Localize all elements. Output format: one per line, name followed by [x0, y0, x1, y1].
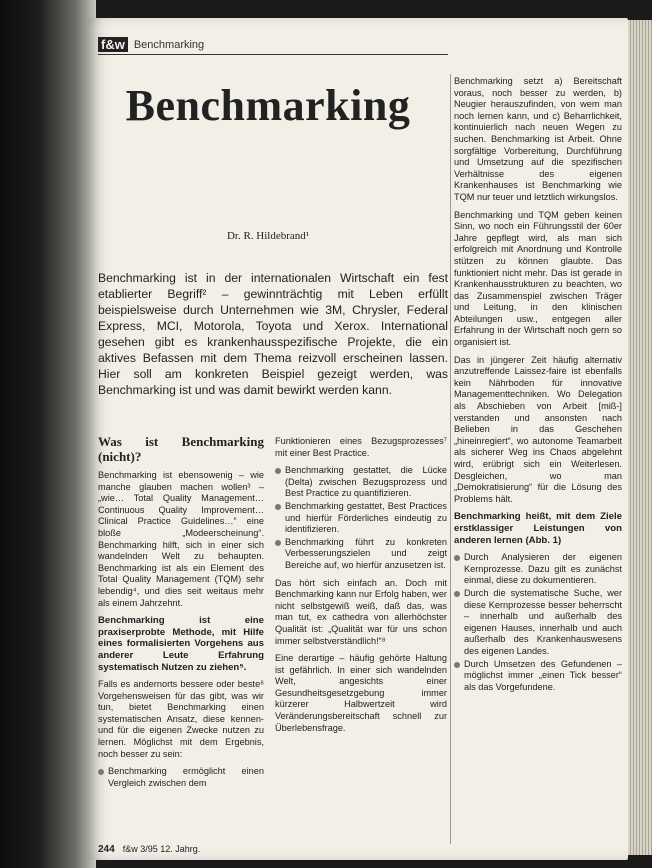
- column-2: [275, 436, 447, 740]
- bullet-list: [275, 465, 447, 571]
- paragraph: Falls es andernorts bessere oder beste⁶ Vorgehensweisen für das gibt, was wir tun, bietet Benchmarking einen systematischen Ansatz, diese kennen- und für die eigenen Zwecke nutzen zu lernen. Möglichst mit dem Ergebnis, noch besser zu sein:: [98, 679, 264, 759]
- article-title: Benchmarking: [125, 81, 411, 130]
- running-header: [98, 37, 204, 52]
- bullet-icon: [454, 591, 460, 597]
- bullet-icon: [454, 662, 460, 668]
- paragraph: Benchmarking ist ebensowenig – wie manche glauben machen wollen³ – „wie… Total Quality Management… Continuous Quality Improvement… Clinical Practice Guidelines…“ eine bloße „Modeerscheinung“. Benchmarking hilft, sich in einer sich wandelnden Welt zu behaupten. Benchmarking ist als ein Element des Total Quality Management (TQM) sehr lebendig⁴, und dies seit weitaus mehr als einem Jahrzehnt.: [98, 470, 264, 608]
- journal-page: [88, 18, 628, 860]
- paragraph: Benchmarking und TQM geben keinen Sinn, wo noch ein Führungsstil der 60er Jahre gepflegt wird, als man sich erfolgreich mit Anordnung und Kontrolle stützen zu können glaubte. Das funktioniert nicht mehr. Das ist gerade in Krankenhausstrukturen zu beachten, wo das Zusammenspiel zwischen Träger und Leitung, in den klinischen Abteilungen usw., entgegen aller Erfahrung in der Wirtschaft noch gern so organisiert ist.: [454, 209, 622, 348]
- column-1: [98, 434, 264, 795]
- paragraph: Benchmarking setzt a) Bereitschaft voraus, noch besser zu werden, b) Neugier herauszufinden, von wem man noch lernen kann, und c) Beharrlichkeit, kontinuierlich nach neuen Wegen zu suchen. Benchmarking ist Arbeit. Ohne sorgfältige Vorbereitung, Durchführung und Umsetzung auf die spezifischen Verhältnisse des eigenen Krankenhauses ist Benchmarking wie TQM nur teuer und letztlich wirkungslos.: [454, 76, 622, 202]
- bullet-list: [454, 552, 622, 693]
- paragraph: Das in jüngerer Zeit häufig alternativ anzutreffende Laissez-faire ist ebenfalls kein Nährboden für innovative Managementtechniken. Wo Delegation als Abschieben von Arbeit [miß-] verstanden und ansonsten nach Belieben in das Geschehen „hineinregiert“, wo autonome Teamarbeit als sicherer Weg ins Chaos abgelehnt wird, erübrigt sich ein Weiterlesen. Desgleichen, wo man „Demokratisierung“ für die Lösung des Problems hält.: [454, 354, 622, 504]
- list-item: Durch Analysieren der eigenen Kernprozesse. Dazu gilt es zunächst einmal, diese zu dokumentieren.: [454, 552, 622, 587]
- list-item: Benchmarking ermöglicht einen Vergleich zwischen dem: [98, 766, 264, 789]
- journal-issue: f&w 3/95 12. Jahrg.: [122, 844, 201, 854]
- book-spine: [0, 0, 96, 868]
- section-heading: Was ist Benchmarking (nicht)?: [98, 434, 264, 464]
- bullet-icon: [275, 540, 281, 546]
- list-item: Benchmarking gestattet, Best Practices und hierfür Förderliches eindeutig zu identifizieren.: [275, 501, 447, 536]
- subheading: Benchmarking heißt, mit dem Ziele erstklassiger Leistungen von anderen lernen (Abb. 1): [454, 511, 622, 546]
- list-item: Durch Umsetzen des Gefundenen – möglichst immer „einen Tick besser“ als das Vorgefundene.: [454, 659, 622, 694]
- header-rule: [98, 54, 448, 55]
- page-number: 244: [98, 844, 115, 855]
- page-stack-edge: [628, 20, 652, 855]
- list-item: Durch die systematische Suche, wer diese Kernprozesse besser beherrscht – innerhalb und außerhalb des eigenen Hauses, innerhalb und auch außerhalb des Krankenhauswesens des eigenen Landes.: [454, 588, 622, 658]
- bullet-icon: [98, 769, 104, 775]
- article-author: Dr. R. Hildebrand¹: [226, 230, 310, 242]
- list-item: Benchmarking führt zu konkreten Verbesserungszielen und zeigt Bereiche auf, wo hierfür anzusetzen ist.: [275, 537, 447, 572]
- bullet-list: [98, 766, 264, 789]
- list-item: Benchmarking gestattet, die Lücke (Delta) zwischen Bezugsprozess und Best Practice zu quantifizieren.: [275, 465, 447, 500]
- paragraph: Funktionieren eines Bezugsprozesses⁷ mit einer Best Practice.: [275, 436, 447, 458]
- lead-paragraph: Benchmarking ist in der internationalen Wirtschaft ein fest etablierter Begriff² – gewinnträchtig mit Leben erfüllt beispielsweise durch Unternehmen wie 3M, Chrysler, Federal Express, MCI, Motorola, Toyota und Xerox. International gesehen gibt es krankenhausspezifische Projekte, die ein aktives Befassen mit dem Thema reizvoll erscheinen lassen. Hier soll am konkreten Beispiel gezeigt werden, was Benchmarking ist und was damit bewirkt werden kann.: [98, 271, 448, 397]
- bullet-icon: [454, 555, 460, 561]
- section-label: Benchmarking: [133, 38, 205, 51]
- bullet-icon: [275, 504, 281, 510]
- page-footer: [98, 844, 200, 855]
- bullet-icon: [275, 468, 281, 474]
- column-divider: [450, 74, 451, 844]
- journal-logo: f&w: [98, 37, 128, 52]
- highlight-paragraph: Benchmarking ist eine praxiserprobte Methode, mit Hilfe eines formalisierten Vorgehens aus anderer Leute Erfahrung systematisch Nutzen zu ziehen⁵.: [98, 615, 264, 673]
- paragraph: Das hört sich einfach an. Doch mit Benchmarking kann nur Erfolg haben, wer nicht selbstgewiß weiß, daß das, was man tut, ex cathedra von allerhöchster Qualität ist: „Qualität war für uns schon immer selbstverständlich!“⁸: [275, 577, 447, 646]
- paragraph: Eine derartige – häufig gehörte Haltung ist gefährlich. In einer sich wandelnden Welt, angesichts einer Gesundheitsgesetzgebung immer kürzerer Halbwertzeit wird Veränderungsbereitschaft schnell zur Überlebensfrage.: [275, 653, 447, 733]
- column-3: [454, 76, 622, 699]
